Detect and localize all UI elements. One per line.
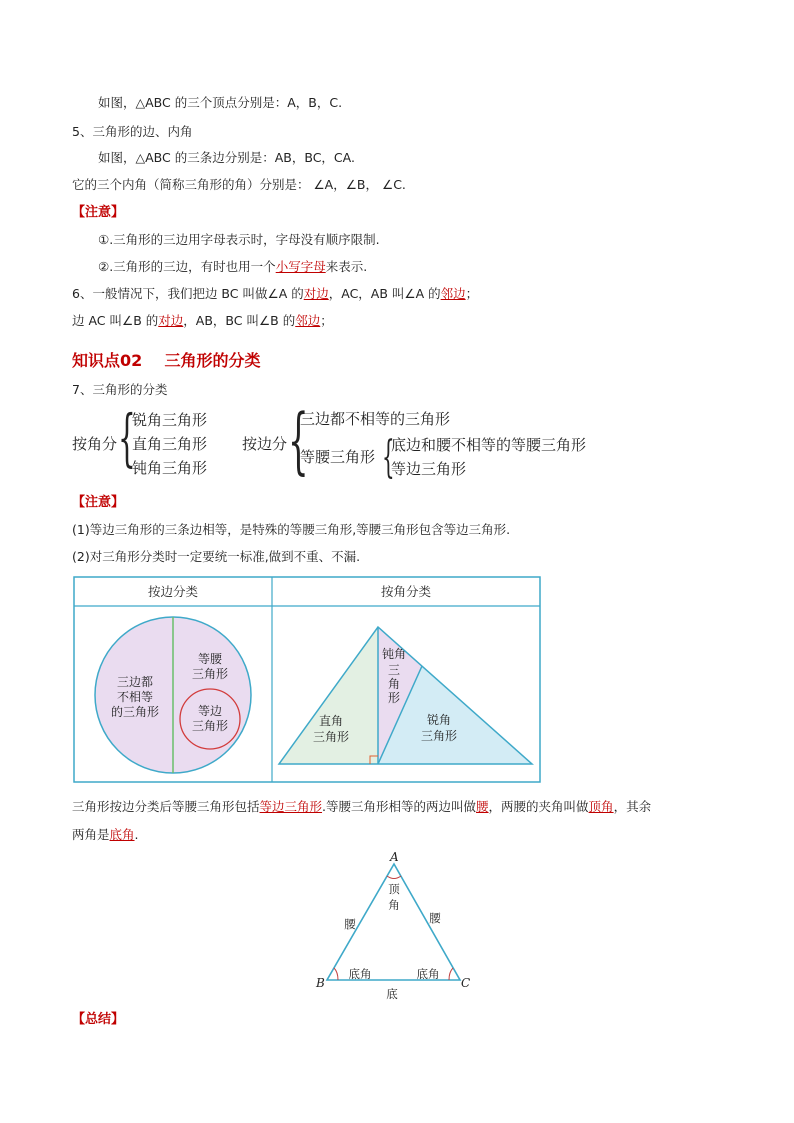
para-u2: 腰 bbox=[476, 799, 489, 814]
item-6-a: 6、一般情况下，我们把边 BC 叫做∠A 的 bbox=[72, 286, 304, 301]
base-label: 底 bbox=[386, 987, 398, 1001]
item-6-f: ； bbox=[320, 313, 333, 328]
note-heading-2: 【注意】 bbox=[72, 495, 125, 510]
item-6-line-1 bbox=[72, 285, 478, 303]
angle-class-acute: 锐角三角形 bbox=[132, 411, 208, 429]
head-right: 按角分类 bbox=[380, 584, 432, 599]
item-6-d: 边 AC 叫∠B 的 bbox=[72, 313, 159, 328]
para-u3: 顶角 bbox=[588, 799, 614, 814]
obtuse-tri-text-3: 角 bbox=[387, 677, 401, 691]
left-base-arc bbox=[334, 968, 338, 980]
apex-arc bbox=[387, 876, 401, 879]
para-u1: 等边三角形 bbox=[259, 799, 323, 814]
circle-right-text-2: 三角形 bbox=[191, 667, 229, 681]
item-6-u4: 邻边 bbox=[295, 313, 321, 328]
para-d: ，其余 bbox=[613, 799, 652, 814]
side-class-scalene: 三边都不相等的三角形 bbox=[300, 410, 451, 428]
para-e: 两角是 bbox=[72, 827, 110, 842]
iso-class-2: 等边三角形 bbox=[391, 460, 467, 478]
vertex-c: C bbox=[461, 976, 471, 990]
obtuse-tri-text-4: 形 bbox=[387, 691, 401, 705]
apex-label-2: 角 bbox=[388, 898, 400, 912]
isosceles-brace: { bbox=[382, 432, 395, 483]
inner-circle-text-2: 三角形 bbox=[191, 719, 229, 733]
leg-left-label: 腰 bbox=[344, 917, 356, 931]
section-heading: 知识点02 三角形的分类 bbox=[72, 351, 261, 370]
note2-item-2: (2)对三角形分类时一定要统一标准,做到不重、不漏. bbox=[72, 549, 361, 564]
item-6-u3: 对边 bbox=[158, 313, 184, 328]
line-angles: 它的三个内角（简称三角形的角）分别是： ∠A，∠B， ∠C. bbox=[72, 177, 406, 192]
circle-right-text-1: 等腰 bbox=[197, 652, 223, 666]
item-6-u1: 对边 bbox=[303, 286, 329, 301]
inner-circle-text-1: 等边 bbox=[197, 704, 223, 718]
by-angle-label: 按角分 bbox=[72, 435, 118, 453]
note2-item-1: (1)等边三角形的三条边相等，是特殊的等腰三角形,等腰三角形包含等边三角形. bbox=[72, 522, 511, 537]
classification-figure bbox=[72, 575, 542, 785]
vertex-b: B bbox=[316, 976, 325, 990]
item-6-b: ，AC，AB 叫∠A 的 bbox=[328, 286, 441, 301]
para-a: 三角形按边分类后等腰三角形包括 bbox=[72, 799, 260, 814]
para-line-2 bbox=[72, 826, 139, 844]
summary-heading: 【总结】 bbox=[72, 1012, 125, 1027]
line-vertices: 如图，△ABC 的三个顶点分别是：A，B，C. bbox=[98, 95, 343, 110]
item-7-title: 7、三角形的分类 bbox=[72, 382, 168, 397]
note-item-1: ①.三角形的三边用字母表示时，字母没有顺序限制. bbox=[98, 232, 380, 247]
item-6-c: ； bbox=[465, 286, 479, 301]
vertex-a: A bbox=[390, 850, 399, 864]
acute-tri-text-1: 锐角 bbox=[426, 713, 452, 727]
item-6-e: ，AB，BC 叫∠B 的 bbox=[183, 313, 296, 328]
isosceles-figure bbox=[310, 848, 480, 1004]
side-class-isosceles: 等腰三角形 bbox=[300, 448, 376, 466]
line-sides: 如图，△ABC 的三条边分别是：AB，BC，CA. bbox=[98, 150, 355, 165]
para-line-1 bbox=[72, 798, 651, 816]
iso-class-1: 底边和腰不相等的等腰三角形 bbox=[391, 436, 587, 454]
note-item-2-underlined: 小写字母 bbox=[275, 259, 326, 274]
base-angle-right-label: 底角 bbox=[416, 967, 440, 981]
base-angle-left-label: 底角 bbox=[348, 967, 372, 981]
note-item-2 bbox=[98, 258, 367, 276]
circle-left-text-3: 的三角形 bbox=[110, 705, 160, 719]
angle-class-right: 直角三角形 bbox=[132, 435, 208, 453]
acute-tri-text-2: 三角形 bbox=[420, 729, 458, 743]
right-tri-text-1: 直角 bbox=[318, 714, 344, 728]
angle-brace: { bbox=[118, 401, 136, 474]
circle-left-text-1: 三边都 bbox=[116, 675, 154, 689]
item-5-title: 5、三角形的边、内角 bbox=[72, 124, 193, 139]
side-brace: { bbox=[288, 398, 309, 482]
circle-left-text-2: 不相等 bbox=[116, 690, 154, 704]
obtuse-tri-text-1: 钝角 bbox=[381, 647, 407, 661]
para-c: ，两腰的夹角叫做 bbox=[488, 799, 589, 814]
head-left: 按边分类 bbox=[147, 584, 199, 599]
apex-label-1: 顶 bbox=[388, 882, 400, 896]
by-side-label: 按边分 bbox=[242, 435, 288, 453]
right-tri-text-2: 三角形 bbox=[312, 730, 350, 744]
para-b: .等腰三角形相等的两边叫做 bbox=[322, 799, 477, 814]
right-base-arc bbox=[449, 968, 453, 980]
para-u4: 底角 bbox=[109, 827, 135, 842]
note-heading-1: 【注意】 bbox=[72, 205, 125, 220]
note-item-2-a: ②.三角形的三边，有时也用一个 bbox=[98, 259, 276, 274]
item-6-line-2 bbox=[72, 312, 333, 330]
leg-right-label: 腰 bbox=[429, 911, 441, 925]
angle-class-obtuse: 钝角三角形 bbox=[132, 459, 208, 477]
note-item-2-b: 来表示. bbox=[325, 259, 368, 274]
item-6-u2: 邻边 bbox=[440, 286, 466, 301]
para-f: . bbox=[134, 827, 139, 842]
obtuse-tri-text-2: 三 bbox=[387, 663, 401, 677]
